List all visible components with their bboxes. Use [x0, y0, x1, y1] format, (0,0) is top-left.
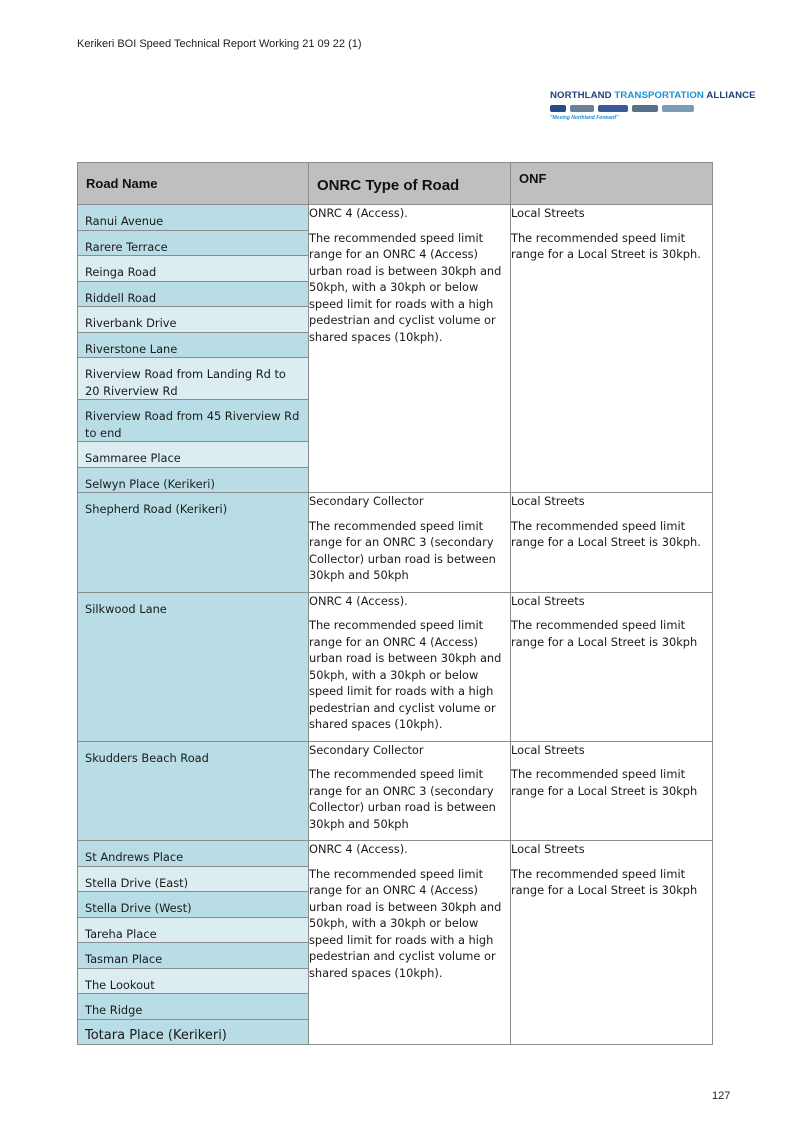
road-name: Shepherd Road (Kerikeri): [85, 502, 228, 516]
partner-logo-icon: [550, 105, 566, 112]
road-name: Riddell Road: [78, 282, 308, 308]
road-name: Rarere Terrace: [78, 231, 308, 257]
road-name: Riverview Road from 45 Riverview Rd to end: [78, 400, 308, 442]
road-speed-table: [77, 162, 713, 1045]
onrc-cell: [309, 493, 511, 593]
partner-logos-strip: [550, 103, 722, 114]
onf-cell: [511, 841, 713, 1045]
road-name: Totara Place (Kerikeri): [85, 1027, 227, 1043]
onrc-type: Secondary Collector: [309, 742, 424, 757]
road-name: Stella Drive (West): [78, 892, 308, 918]
onf-type: Local Streets: [511, 742, 585, 757]
onrc-cell: [309, 205, 511, 493]
road-name: Ranui Avenue: [78, 205, 308, 231]
onrc-type: ONRC 4 (Access).: [309, 206, 408, 220]
road-name: Stella Drive (East): [78, 867, 308, 893]
onrc-type: ONRC 4 (Access).: [309, 593, 408, 608]
road-name: The Ridge: [78, 994, 308, 1020]
road-name: Selwyn Place (Kerikeri): [85, 476, 215, 491]
table-row: [78, 592, 713, 741]
onrc-cell: [309, 741, 511, 841]
partner-logo-icon: [598, 105, 628, 112]
logo-word-transportation: TRANSPORTATION: [614, 90, 704, 101]
onf-description: The recommended speed limit range for a Local Street is 30kph.: [511, 230, 701, 261]
onf-type: Local Streets: [511, 593, 585, 608]
onf-type: Local Streets: [511, 494, 585, 508]
logo-word-northland: NORTHLAND: [550, 90, 612, 101]
partner-logo-icon: [632, 105, 658, 112]
table-row: [78, 493, 713, 593]
road-names-cell: [78, 592, 309, 741]
table-row: [78, 205, 713, 493]
road-name: Skudders Beach Road: [85, 750, 209, 765]
road-name: Riverstone Lane: [78, 333, 308, 359]
onf-cell: [511, 205, 713, 493]
onf-cell: [511, 493, 713, 593]
onrc-cell: [309, 841, 511, 1045]
logo-word-alliance: ALLIANCE: [706, 90, 756, 101]
page-number: 127: [712, 1090, 731, 1102]
road-name: Tareha Place: [78, 918, 308, 944]
onf-cell: [511, 741, 713, 841]
document-header: Kerikeri BOI Speed Technical Report Working 21 09 22 (1): [77, 38, 362, 50]
table-row: [78, 741, 713, 841]
onf-cell: [511, 592, 713, 741]
road-names-cell: [78, 741, 309, 841]
table-row: [78, 841, 713, 1045]
road-names-cell: [78, 493, 309, 593]
onf-type: Local Streets: [511, 206, 585, 220]
onrc-type: Secondary Collector: [309, 494, 424, 508]
onrc-description: The recommended speed limit range for an ONRC 3 (secondary Collector) urban road is between 30kph and 50kph: [309, 767, 496, 831]
road-name: Sammaree Place: [78, 442, 308, 468]
road-name: Silkwood Lane: [85, 601, 167, 616]
onf-type: Local Streets: [511, 842, 585, 856]
table-header-row: [78, 163, 713, 205]
road-name: Reinga Road: [78, 256, 308, 282]
road-name: Riverview Road from Landing Rd to 20 Riverview Rd: [78, 358, 308, 400]
partner-logo-icon: [570, 105, 594, 112]
onf-description: The recommended speed limit range for a Local Street is 30kph: [511, 767, 698, 798]
header-road-name: Road Name: [78, 163, 309, 205]
partner-logo-icon: [662, 105, 694, 112]
header-onrc-type: ONRC Type of Road: [309, 163, 511, 205]
header-onf: ONF: [511, 163, 713, 205]
road-names-cell: [78, 205, 309, 493]
onf-description: The recommended speed limit range for a Local Street is 30kph: [511, 618, 698, 649]
logo-title: [550, 90, 756, 101]
onrc-description: The recommended speed limit range for an ONRC 3 (secondary Collector) urban road is between 30kph and 50kph: [309, 518, 496, 582]
road-name: St Andrews Place: [78, 841, 308, 867]
road-name: Riverbank Drive: [78, 307, 308, 333]
road-name: The Lookout: [78, 969, 308, 995]
onrc-description: The recommended speed limit range for an ONRC 4 (Access) urban road is between 30kph and 50kph, with a 30kph or below speed limit for roads with a high pedestrian and cyclist volume or shared spaces (10kph).: [309, 866, 502, 980]
road-name: Tasman Place: [78, 943, 308, 969]
onf-description: The recommended speed limit range for a Local Street is 30kph.: [511, 518, 701, 549]
road-names-cell: [78, 841, 309, 1045]
onrc-cell: [309, 592, 511, 741]
onrc-description: The recommended speed limit range for an ONRC 4 (Access) urban road is between 30kph and 50kph, with a 30kph or below speed limit for roads with a high pedestrian and cyclist volume or shared spaces (10kph).: [309, 618, 502, 731]
logo-tagline: "Moving Northland Forward": [550, 115, 619, 121]
onrc-description: The recommended speed limit range for an ONRC 4 (Access) urban road is between 30kph and 50kph, with a 30kph or below speed limit for roads with a high pedestrian and cyclist volume or shared spaces (10kph).: [309, 230, 502, 344]
onrc-type: ONRC 4 (Access).: [309, 842, 408, 856]
nta-logo: [550, 90, 756, 121]
onf-description: The recommended speed limit range for a Local Street is 30kph: [511, 866, 698, 897]
